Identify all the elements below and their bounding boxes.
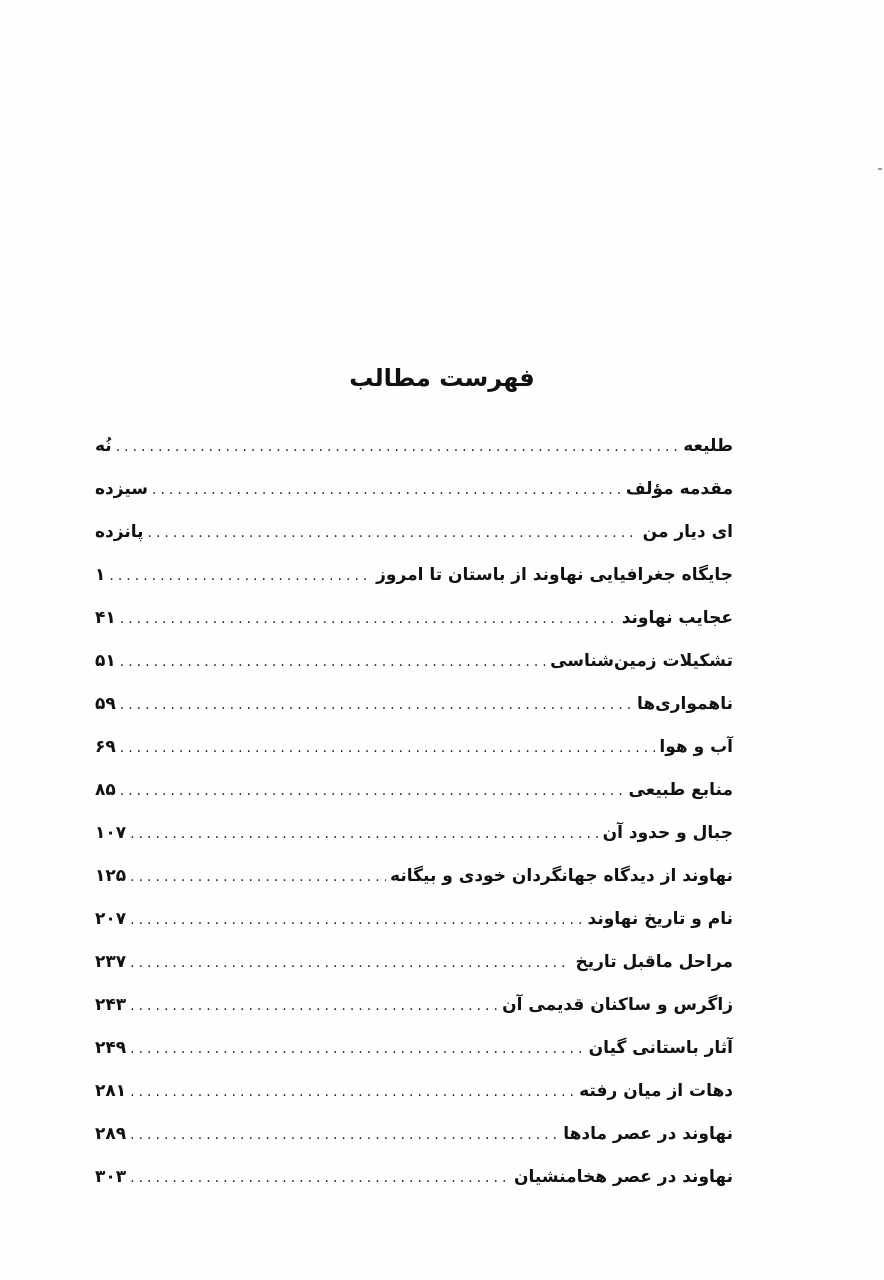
toc-entry-title: مراحل ماقبل تاریخ [575, 952, 733, 972]
toc-entry-page: ۱ [95, 565, 106, 585]
toc-entry-page: ۴۱ [95, 608, 116, 628]
toc-entry [95, 1167, 733, 1210]
toc-entry-title: منابع طبیعی [628, 780, 733, 800]
scan-edge-mark [878, 168, 882, 170]
toc-entry-page: پانزده [95, 522, 144, 542]
toc-entry-page: ۳۰۳ [95, 1167, 127, 1187]
toc-entry [95, 780, 733, 823]
dot-leader [120, 611, 618, 627]
toc-entry-title: دهات از میان رفته [579, 1081, 733, 1101]
toc-entry-page: ۲۸۹ [95, 1124, 127, 1144]
dot-leader [130, 1084, 575, 1100]
toc-entry-title: زاگرس و ساکنان قدیمی آن [502, 995, 733, 1015]
dot-leader [120, 783, 625, 799]
toc-entry [95, 565, 733, 608]
toc-entry-title: آب و هوا [659, 737, 733, 757]
toc-entry [95, 479, 733, 522]
dot-leader [130, 998, 498, 1014]
dot-leader [120, 697, 633, 713]
dot-leader [130, 1170, 510, 1186]
toc-entry [95, 651, 733, 694]
toc-entry-page: ۱۰۷ [95, 823, 127, 843]
toc-entry [95, 995, 733, 1038]
toc-entry [95, 1124, 733, 1167]
toc-entry [95, 436, 733, 479]
toc-entry-page: ۲۴۳ [95, 995, 127, 1015]
toc-entry-title: نهاوند در عصر هخامنشیان [514, 1167, 733, 1187]
toc-entry-title: عجایب نهاوند [621, 608, 733, 628]
toc-entry-title: ای دیار من [642, 522, 733, 542]
dot-leader [116, 439, 680, 455]
dot-leader [130, 869, 386, 885]
toc-entry [95, 608, 733, 651]
dot-leader [130, 1127, 559, 1143]
toc-entry-title: نام و تاریخ نهاوند [587, 909, 733, 929]
table-of-contents [95, 436, 733, 1210]
toc-entry-title: جایگاه جغرافیایی نهاوند از باستان تا امروز [376, 565, 733, 585]
toc-entry-page: ۸۵ [95, 780, 116, 800]
toc-entry [95, 694, 733, 737]
dot-leader [130, 912, 583, 928]
dot-leader [130, 826, 599, 842]
toc-entry [95, 737, 733, 780]
toc-entry-title: ناهمواری‌ها [637, 694, 733, 714]
dot-leader [120, 740, 656, 756]
toc-entry-title: جبال و حدود آن [602, 823, 733, 843]
dot-leader [152, 482, 622, 498]
toc-entry [95, 1038, 733, 1081]
toc-entry [95, 909, 733, 952]
toc-entry [95, 522, 733, 565]
toc-entry-title: نهاوند در عصر مادها [563, 1124, 733, 1144]
toc-entry-page: ۶۹ [95, 737, 116, 757]
toc-entry-page: ۲۸۱ [95, 1081, 127, 1101]
toc-entry-page: نُه [95, 436, 112, 456]
dot-leader [120, 654, 546, 670]
toc-entry-page: ۱۲۵ [95, 866, 127, 886]
toc-entry-title: طلیعه [683, 436, 733, 456]
toc-entry-title: تشکیلات زمین‌شناسی [550, 651, 733, 671]
toc-entry-title: آثار باستانی گیان [588, 1038, 733, 1058]
toc-entry-page: ۵۱ [95, 651, 116, 671]
dot-leader [109, 568, 372, 584]
toc-entry-page: سیزده [95, 479, 148, 499]
toc-entry-page: ۲۳۷ [95, 952, 127, 972]
toc-entry-page: ۵۹ [95, 694, 116, 714]
page-title: فهرست مطالب [349, 364, 535, 393]
toc-entry-page: ۲۴۹ [95, 1038, 127, 1058]
dot-leader [130, 955, 571, 971]
dot-leader [130, 1041, 585, 1057]
toc-entry [95, 823, 733, 866]
toc-entry [95, 866, 733, 909]
dot-leader [148, 525, 639, 541]
toc-entry-page: ۲۰۷ [95, 909, 127, 929]
toc-entry [95, 952, 733, 995]
toc-entry [95, 1081, 733, 1124]
toc-entry-title: مقدمه مؤلف [625, 479, 733, 499]
toc-entry-title: نهاوند از دیدگاه جهانگردان خودی و بیگانه [390, 866, 733, 886]
